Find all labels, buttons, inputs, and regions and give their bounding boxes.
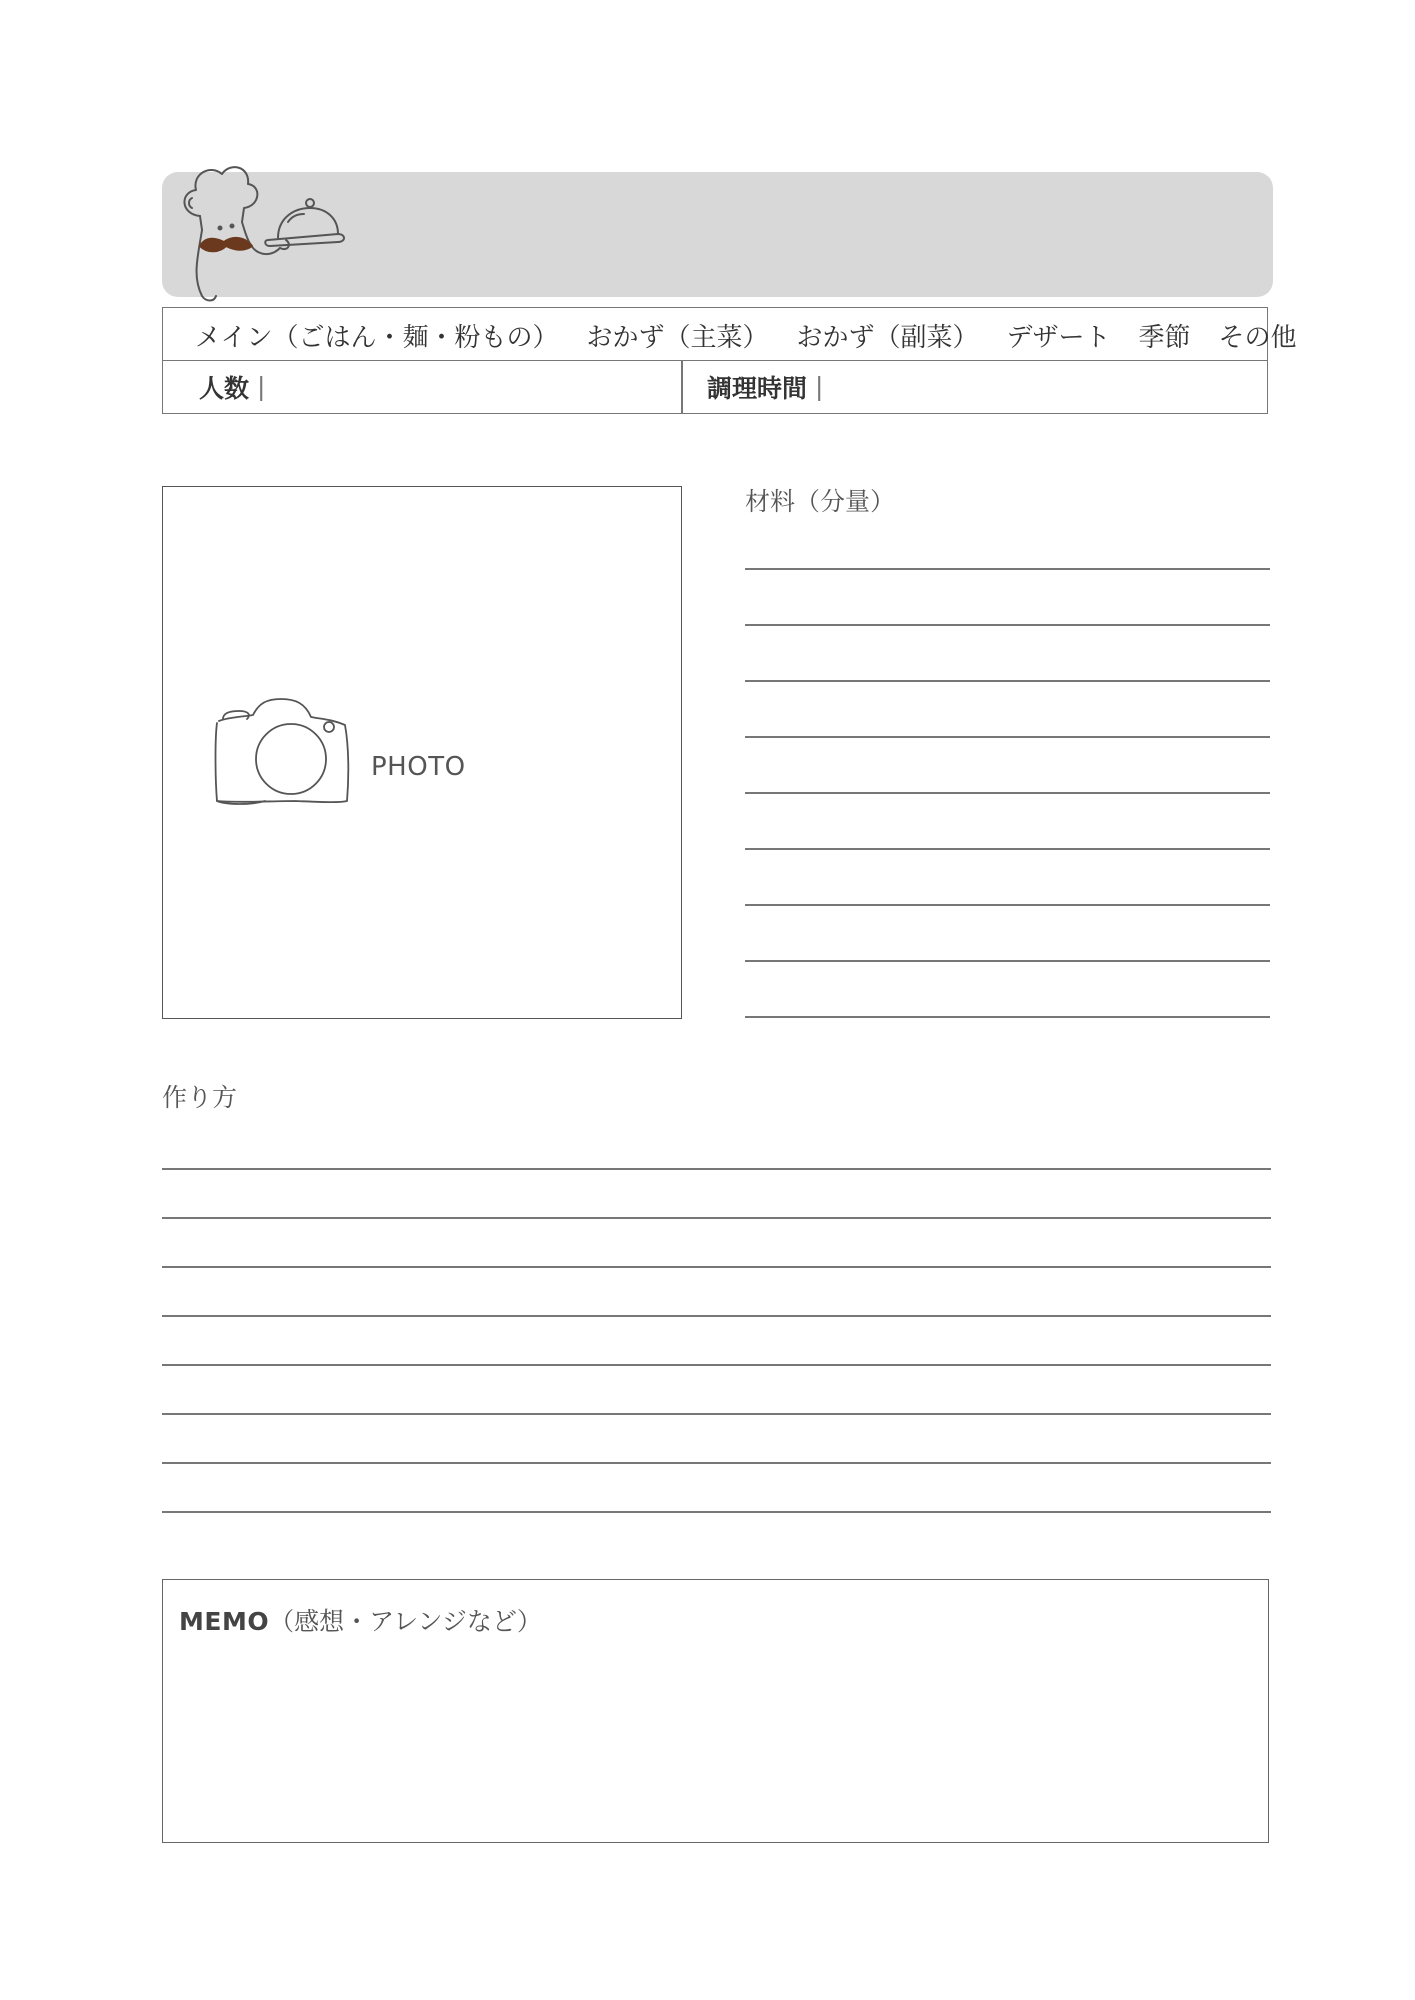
servings-label: 人数 (199, 373, 250, 403)
category-main-dish[interactable]: おかず（主菜） (586, 322, 769, 353)
method-line[interactable] (162, 1266, 1271, 1268)
ingredient-line[interactable] (745, 680, 1270, 682)
method-line[interactable] (162, 1364, 1271, 1366)
method-line[interactable] (162, 1168, 1271, 1170)
category-other[interactable]: その他 (1218, 322, 1297, 353)
memo-title (179, 1602, 542, 1638)
info-divider (681, 360, 683, 413)
info-row (162, 360, 1268, 414)
photo-label: PHOTO (371, 752, 466, 782)
ingredients-label: 材料（分量） (745, 487, 896, 516)
cook-time-field[interactable] (707, 360, 823, 413)
category-season[interactable]: 季節 (1138, 322, 1191, 353)
category-side-dish[interactable]: おかず（副菜） (796, 322, 979, 353)
photo-box[interactable] (162, 486, 682, 1019)
category-dessert[interactable]: デザート (1006, 322, 1111, 353)
ingredient-line[interactable] (745, 1016, 1270, 1018)
method-line[interactable] (162, 1511, 1271, 1513)
category-list (195, 308, 1297, 362)
camera-icon (211, 697, 353, 809)
ingredient-line[interactable] (745, 960, 1270, 962)
category-row (162, 307, 1297, 361)
memo-heading: MEMO (179, 1607, 270, 1636)
ingredient-line[interactable] (745, 848, 1270, 850)
method-label: 作り方 (162, 1083, 238, 1112)
memo-box[interactable] (162, 1579, 1269, 1843)
method-line[interactable] (162, 1413, 1271, 1415)
chef-icon (170, 156, 350, 304)
cook-time-separator: | (815, 372, 824, 401)
method-line[interactable] (162, 1217, 1271, 1219)
ingredient-line[interactable] (745, 904, 1270, 906)
ingredient-line[interactable] (745, 624, 1270, 626)
cook-time-label: 調理時間 (707, 373, 808, 403)
method-line[interactable] (162, 1315, 1271, 1317)
servings-separator: | (257, 372, 266, 401)
ingredient-line[interactable] (745, 792, 1270, 794)
ingredient-line[interactable] (745, 736, 1270, 738)
ingredient-line[interactable] (745, 568, 1270, 570)
category-main[interactable]: メイン（ごはん・麺・粉もの） (195, 322, 559, 353)
servings-field[interactable] (199, 360, 265, 413)
memo-subtitle: （感想・アレンジなど） (269, 1607, 542, 1636)
method-line[interactable] (162, 1462, 1271, 1464)
